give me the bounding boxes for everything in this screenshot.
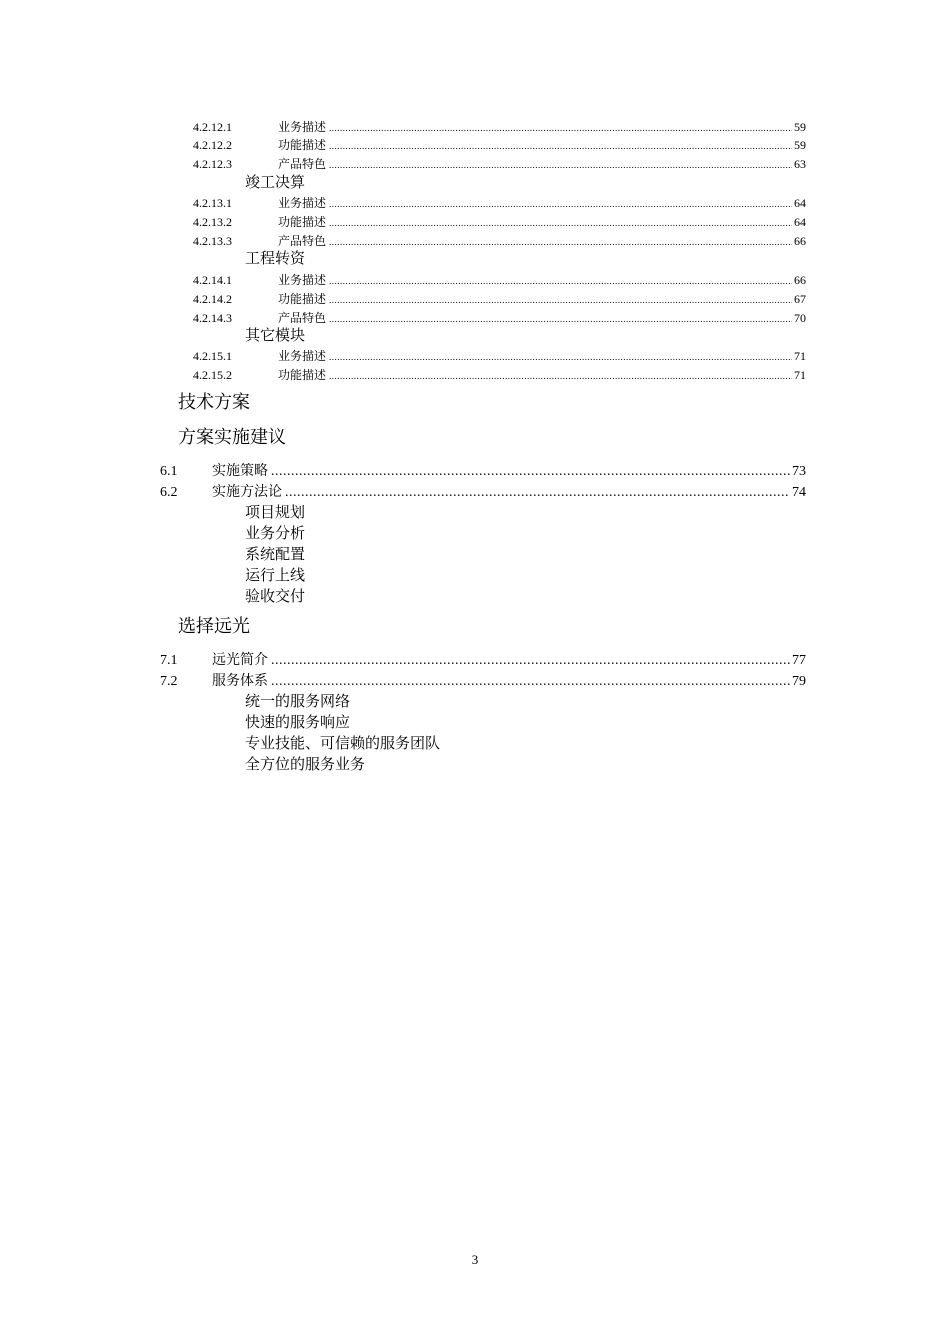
toc-subheading-title: 竣工决算 [245, 175, 306, 191]
toc-entry-number: 4.2.12.1 [193, 120, 232, 134]
dot-leader [271, 462, 790, 482]
toc-subheading[interactable] [245, 545, 305, 565]
toc-entry-page: 66 [794, 234, 806, 248]
toc-entry[interactable] [160, 651, 806, 671]
dot-leader [329, 310, 792, 327]
toc-entry-number: 6.2 [160, 485, 178, 500]
toc-entry-page: 64 [794, 196, 806, 210]
toc-subheading[interactable] [245, 524, 305, 544]
toc-subheading-title: 业务分析 [245, 526, 306, 542]
toc-chapter-title: 方案实施建议 [178, 427, 286, 447]
dot-leader [329, 119, 792, 136]
toc-entry-title: 功能描述 [278, 368, 327, 382]
toc-subheading-title: 全方位的服务业务 [245, 757, 366, 773]
toc-entry-page: 66 [794, 273, 806, 287]
toc-entry-page: 67 [794, 292, 806, 306]
toc-subheading-title: 系统配置 [245, 547, 306, 563]
toc-subheading[interactable] [245, 173, 305, 193]
dot-leader [329, 291, 792, 308]
toc-subheading[interactable] [245, 249, 305, 269]
toc-entry-title: 功能描述 [278, 292, 327, 306]
toc-chapter-title: 选择远光 [178, 616, 250, 636]
toc-entry-title: 远光简介 [212, 653, 268, 668]
dot-leader [271, 672, 790, 692]
toc-entry-number: 4.2.15.1 [193, 349, 232, 363]
toc-chapter-heading[interactable] [178, 614, 250, 638]
toc-entry-title: 产品特色 [278, 157, 327, 171]
toc-entry-number: 4.2.13.2 [193, 215, 232, 229]
dot-leader [329, 367, 792, 384]
toc-entry[interactable] [193, 136, 806, 154]
toc-entry[interactable] [160, 672, 806, 692]
toc-entry-number: 4.2.14.3 [193, 311, 232, 325]
toc-entry[interactable] [193, 155, 806, 173]
toc-entry-page: 74 [792, 485, 806, 500]
toc-subheading[interactable] [245, 566, 305, 586]
toc-entry-number: 6.1 [160, 464, 178, 479]
toc-subheading[interactable] [245, 326, 305, 346]
page-number: 3 [471, 1252, 479, 1267]
toc-subheading[interactable] [245, 755, 365, 775]
toc-subheading-title: 快速的服务响应 [245, 715, 351, 731]
toc-entry-title: 服务体系 [212, 674, 268, 689]
toc-entry[interactable] [193, 309, 806, 327]
dot-leader [329, 214, 792, 231]
toc-subheading-title: 专业技能、可信赖的服务团队 [245, 736, 441, 752]
toc-entry-number: 4.2.14.2 [193, 292, 232, 306]
toc-entry[interactable] [193, 347, 806, 365]
toc-entry[interactable] [193, 194, 806, 212]
toc-entry-number: 4.2.12.3 [193, 157, 232, 171]
toc-subheading[interactable] [245, 587, 305, 607]
toc-entry-title: 业务描述 [278, 349, 327, 363]
toc-entry-page: 70 [794, 311, 806, 325]
toc-entry-title: 产品特色 [278, 234, 327, 248]
toc-entry-number: 7.2 [160, 674, 178, 689]
toc-entry[interactable] [193, 366, 806, 384]
toc-entry[interactable] [160, 462, 806, 482]
toc-entry[interactable] [193, 232, 806, 250]
dot-leader [329, 195, 792, 212]
toc-entry-title: 业务描述 [278, 273, 327, 287]
toc-subheading[interactable] [245, 713, 350, 733]
toc-entry-number: 4.2.13.1 [193, 196, 232, 210]
toc-entry-page: 63 [794, 157, 806, 171]
dot-leader [329, 137, 792, 154]
toc-entry[interactable] [193, 290, 806, 308]
toc-entry-page: 71 [794, 349, 806, 363]
dot-leader [329, 156, 792, 173]
dot-leader [329, 348, 792, 365]
toc-entry[interactable] [193, 118, 806, 136]
toc-chapter-heading[interactable] [178, 390, 250, 414]
toc-entry-number: 4.2.14.1 [193, 273, 232, 287]
toc-chapter-title: 技术方案 [178, 392, 250, 412]
toc-subheading[interactable] [245, 692, 350, 712]
toc-entry-page: 73 [792, 464, 806, 479]
toc-entry-title: 产品特色 [278, 311, 327, 325]
toc-entry-page: 59 [794, 120, 806, 134]
toc-subheading-title: 其它模块 [245, 328, 306, 344]
toc-entry-number: 4.2.12.2 [193, 138, 232, 152]
toc-entry-page: 77 [792, 653, 806, 668]
toc-entry-page: 71 [794, 368, 806, 382]
toc-entry[interactable] [160, 483, 806, 503]
toc-subheading[interactable] [245, 734, 440, 754]
toc-subheading[interactable] [245, 503, 305, 523]
toc-subheading-title: 统一的服务网络 [245, 694, 351, 710]
toc-chapter-heading[interactable] [178, 425, 286, 449]
toc-entry-number: 4.2.13.3 [193, 234, 232, 248]
toc-entry-title: 功能描述 [278, 138, 327, 152]
dot-leader [271, 651, 790, 671]
toc-subheading-title: 运行上线 [245, 568, 306, 584]
toc-subheading-title: 验收交付 [245, 589, 306, 605]
toc-entry-title: 功能描述 [278, 215, 327, 229]
dot-leader [329, 272, 792, 289]
toc-entry-number: 4.2.15.2 [193, 368, 232, 382]
dot-leader [285, 483, 790, 503]
toc-subheading-title: 项目规划 [245, 505, 306, 521]
toc-entry[interactable] [193, 271, 806, 289]
toc-entry[interactable] [193, 213, 806, 231]
dot-leader [329, 233, 792, 250]
toc-entry-page: 59 [794, 138, 806, 152]
toc-subheading-title: 工程转资 [245, 251, 306, 267]
toc-entry-number: 7.1 [160, 653, 178, 668]
toc-entry-title: 业务描述 [278, 120, 327, 134]
toc-entry-page: 64 [794, 215, 806, 229]
toc-entry-title: 实施策略 [212, 464, 268, 479]
toc-entry-title: 实施方法论 [212, 485, 282, 500]
toc-entry-title: 业务描述 [278, 196, 327, 210]
toc-entry-page: 79 [792, 674, 806, 689]
